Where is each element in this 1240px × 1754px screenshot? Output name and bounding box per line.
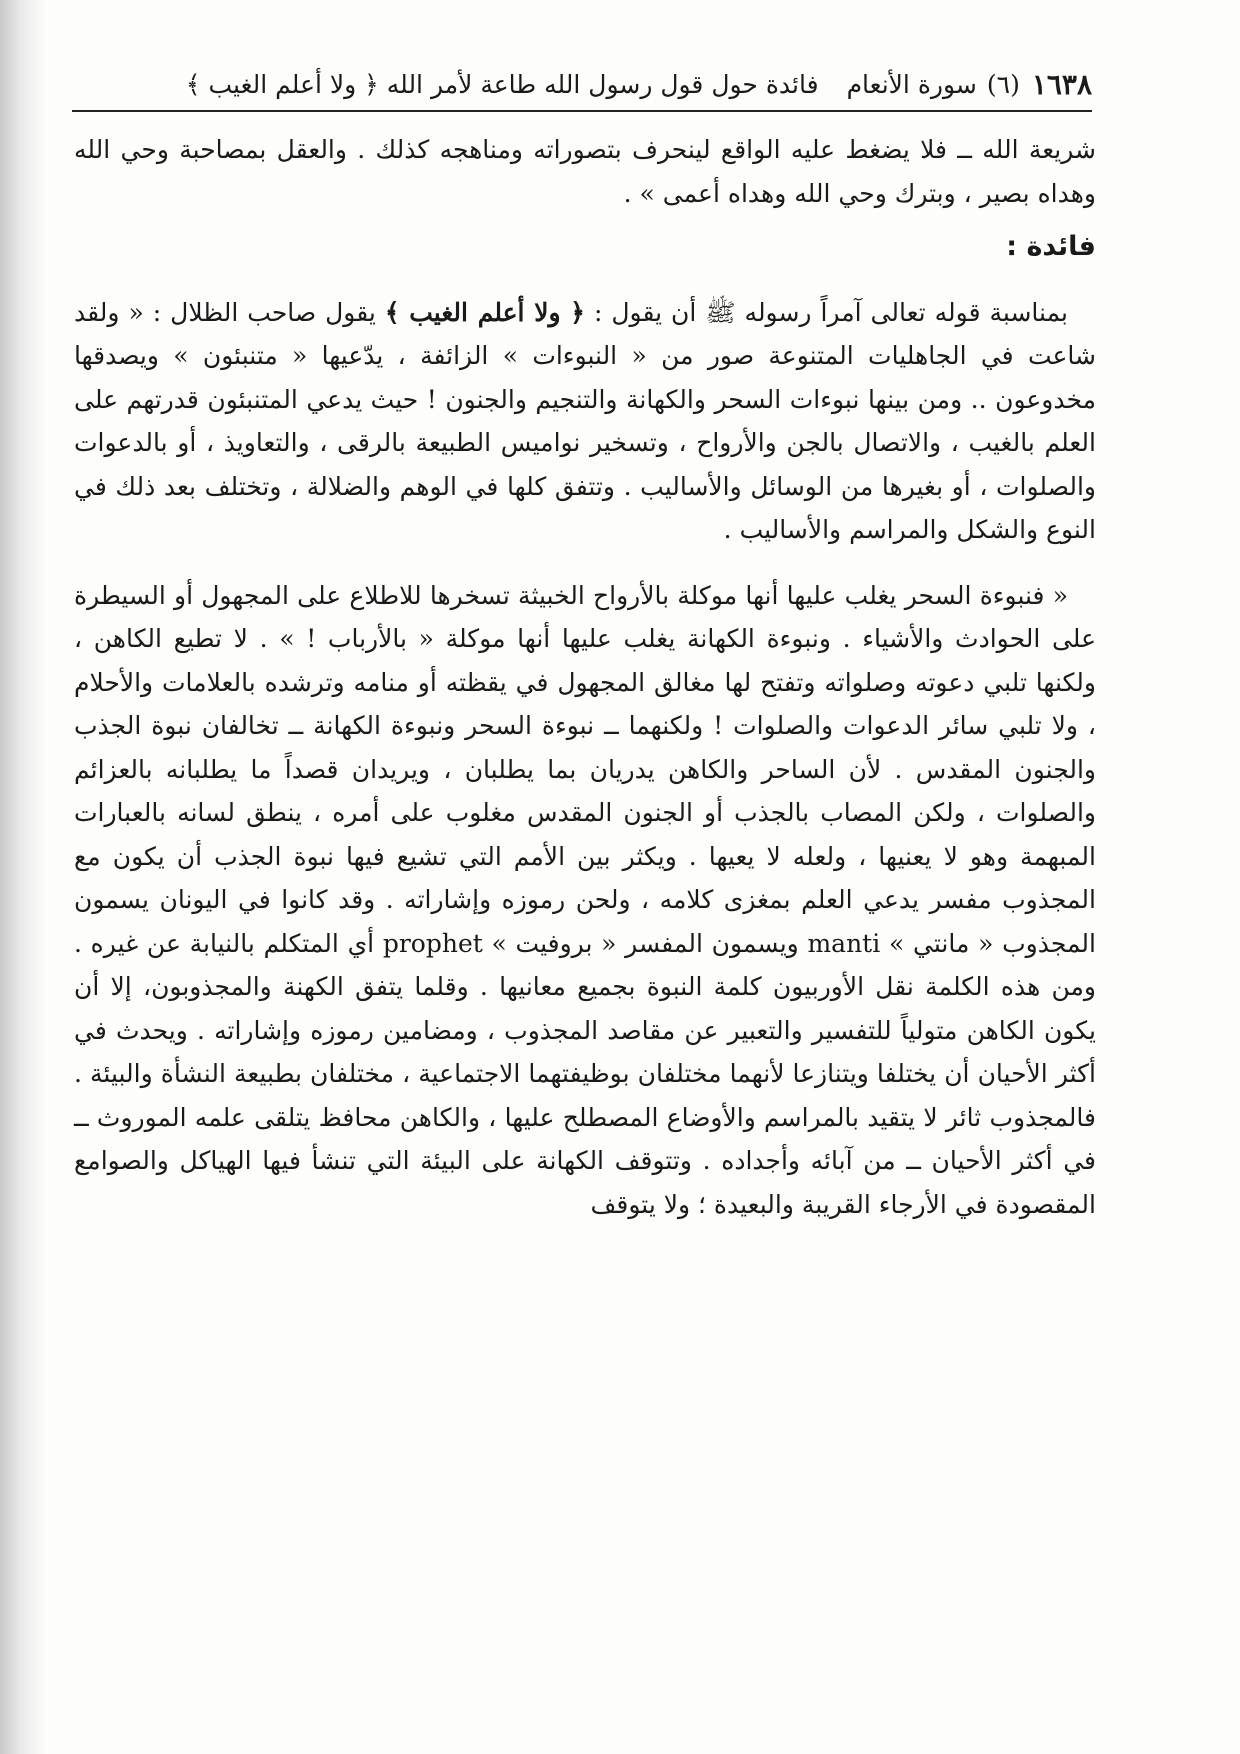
paragraph-quote: « فنبوءة السحر يغلب عليها أنها موكلة بالأرواح الخبيثة تسخرها للاطلاع على المجهول أو السيطرة على الحوادث والأشياء . ونبوءة الكهانة يغلب عليها أنها موكلة « بالأرباب ! » . لا تطيع الكاهن ، ولكنها تلبي دعوته وصلواته وتفتح لها مغالق المجهول في يقظته أو منامه وترشده بالعلامات والأحلام ، ولا تلبي سائر الدعوات والصلوات ! ولكنهما ــ نبوءة السحر ونبوءة الكهانة ــ تخالفان نبوة الجذب والجنون المقدس . لأن الساحر والكاهن يدريان بما يطلبان ، ويريدان قصداً ما يطلبانه بالعزائم والصلوات ، ولكن المصاب بالجذب أو الجنون المقدس مغلوب على أمره ، ينطق لسانه بالعبارات المبهمة وهو لا يعنيها ، ولعله لا يعيها . ويكثر بين الأمم التي تشيع فيها نبوة الجذب أن يكون مع المجذوب مفسر يدعي العلم بمغزى كلامه ، ولحن رموزه وإشاراته . وقد كانوا في اليونان يسمون المجذوب « مانتي » manti ويسمون المفسر « بروفيت » prophet أي المتكلم بالنيابة عن غيره . ومن هذه الكلمة نقل الأوربيون كلمة النبوة بجميع معانيها . وقلما يتفق الكهنة والمجذوبون، إلا أن يكون الكاهن متولياً للتفسير والتعبير عن مقاصد المجذوب ، ومضامين رموزه وإشاراته . ويحدث في أكثر الأحيان أن يختلفا ويتنازعا لأنهما مختلفان بوظيفتهما الاجتماعية ، مختلفان بطبيعة النشأة والبيئة . فالمجذوب ثائر لا يتقيد بالمراسم والأوضاع المصطلح عليها ، والكاهن محافظ يتلقى علمه الموروث ــ في أكثر الأحيان ــ من آبائه وأجداده . وتتوقف الكهانة على البيئة التي تنشأ فيها الهياكل والصوامع المقصودة في الأرجاء القريبة والبعيدة ؛ ولا يتوقف xyxy=(74,580,1096,1219)
paragraph-intro xyxy=(74,291,1096,552)
paragraph-intro-rest: يقول صاحب الظلال : « ولقد شاعت في الجاهليات المتنوعة صور من « النبوءات » الزائفة ، يدّعيها « متنبئون » ويصدقها مخدوعون .. ومن بينها نبوءات السحر والكهانة والتنجيم والجنون ! حيث يدعي المتنبئون قدرتهم على العلم بالغيب ، والاتصال بالجن والأرواح ، وتسخير نواميس الطبيعة بالرقى ، والتعاويذ ، أو بالدعوات والصلوات ، أو بغيرها من الوسائل والأساليب . وتتفق كلها في الوهم والضلالة ، وتختلف بعد ذلك في النوع والشكل والمراسم والأساليب . xyxy=(74,297,1096,544)
header-topic: فائدة حول قول رسول الله طاعة لأمر الله ﴿ ولا أعلم الغيب ﴾ xyxy=(185,69,819,99)
page-number: ١٦٣٨ xyxy=(1031,67,1092,101)
page-body xyxy=(74,128,1096,1226)
running-header xyxy=(72,58,1092,110)
surah-name: سورة الأنعام xyxy=(846,69,977,99)
header-rule xyxy=(72,110,1092,112)
paragraph-intro-text: بمناسبة قوله تعالى آمراً رسوله ﷺ أن يقول : xyxy=(593,297,1068,327)
section-heading: فائدة : xyxy=(1006,231,1096,262)
quranic-quote: ﴿ ولا أعلم الغيب ﴾ xyxy=(384,297,585,327)
paragraph-continuation: شريعة الله ــ فلا يضغط عليه الواقع لينحرف بتصوراته ومناهجه كذلك . والعقل بمصاحبة وحي الله وهداه بصير ، وبترك وحي الله وهداه أعمى » . xyxy=(74,135,1096,208)
surah-number: (٦) xyxy=(986,69,1020,99)
spacer xyxy=(74,269,1096,291)
spacer xyxy=(74,552,1096,574)
spacer xyxy=(74,215,1096,225)
binding-shadow xyxy=(0,0,46,1754)
